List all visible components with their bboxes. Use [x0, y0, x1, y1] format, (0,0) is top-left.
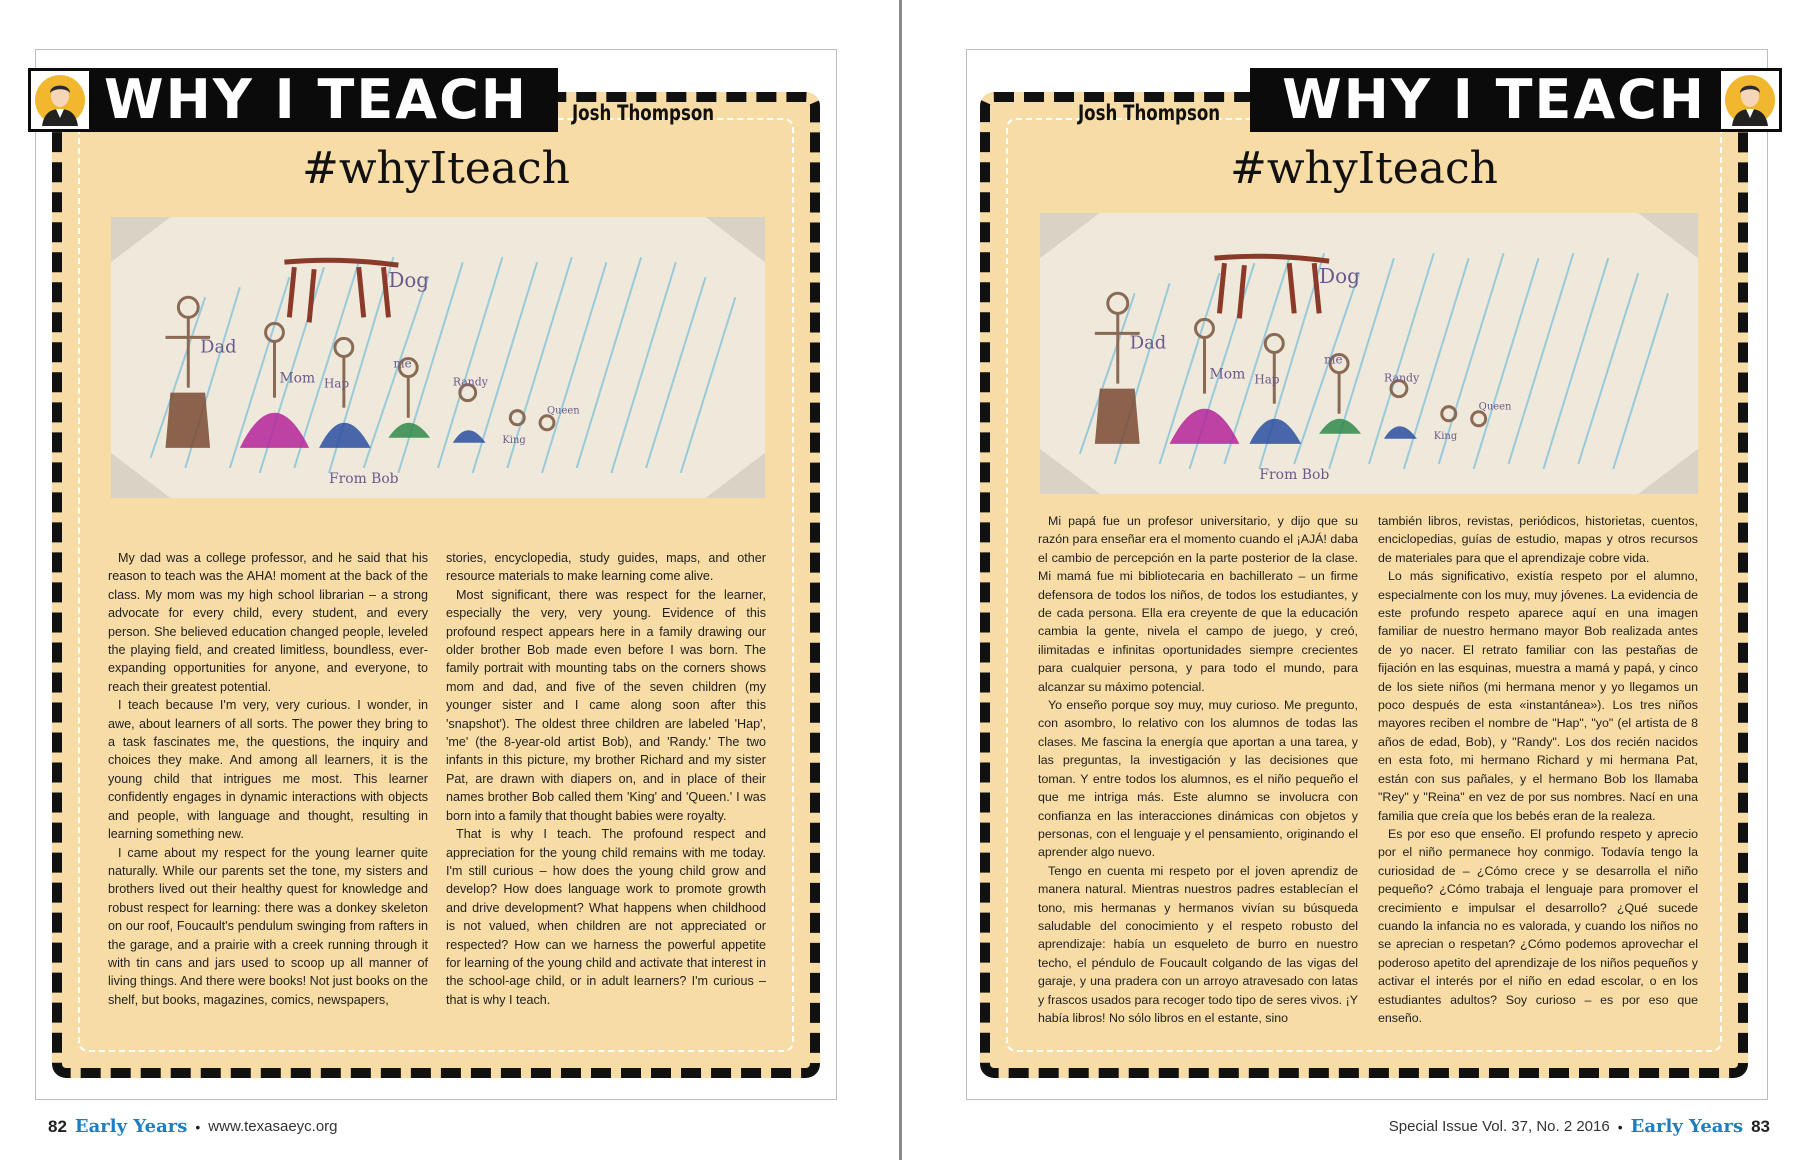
hashtag-title: #whyIteach — [301, 143, 571, 194]
drawing-label-hap: Hap — [1254, 372, 1280, 387]
hashtag-title: #whyIteach — [1229, 143, 1499, 194]
paragraph: I came about my respect for the young learner quite naturally. While our parents set the tone, my sisters and brothers lived out their healthy quest for knowledge and robust respect for learning: there was a donkey skeleton on our roof, Foucault's pendulum swinging from rafters in the garage, and a prairie with a creek running through it with tin cans and jars used to scoop up all manner of living things. And there were books! Not just books on the shelf, but books, magazines, comics, newspapers, — [108, 845, 428, 1007]
left-column-1 — [108, 549, 428, 1009]
author-avatar — [31, 71, 89, 129]
drawing-label-me: me — [393, 356, 412, 371]
bullet-separator: • — [195, 1118, 201, 1135]
drawing-label-randy: Randy — [452, 375, 488, 389]
family-drawing-image — [1040, 213, 1698, 494]
drawing-label-queen: Queen — [1478, 401, 1512, 413]
author-avatar — [1721, 71, 1779, 129]
paragraph: Tengo en cuenta mi respeto por el joven aprendiz de manera natural. Mientras nuestros padres establecían el tono, mis hermanas y hermanos vivían su búsqueda saludable del conocimiento y el respeto robusto del aprendizaje: había un esqueleto de burro en nuestro techo, el péndulo de Foucault colgando de las vigas del garaje, y una pradera con un arroyo atravesado con latas y frascos usados para recoger todo tipo de seres vivos. ¡Y había libros! No sólo libros en el estante, sino — [1038, 863, 1358, 1025]
paragraph: I teach because I'm very, very curious. I wonder, in awe, about learners of all sorts. The power they bring to a task fascinates me, the questions, the inquiry and choices they make. And among all learners, it is the young child that intrigues me most. This learner confidently engages in dynamic interactions with objects and people, with language and thought, resulting in learning something new. — [108, 698, 428, 842]
section-title: WHY I TEACH — [1282, 68, 1706, 131]
drawing-label-king: King — [502, 434, 526, 446]
section-title: WHY I TEACH — [104, 68, 528, 131]
paragraph: Lo más significativo, existía respeto por el alumno, especialmente con los muy, muy jóvenes. La evidencia de este profundo respeto aparece aquí en una imagen familiar de nuestro hermano mayor Bob realizada antes de yo nacer. El retrato familiar con las pestañas de fijación en las esquinas, muestra a mamá y papá, y cinco de los siete niños (mi hermana menor y yo llegamos un poco después de esta «instantánea»). Los tres niños mayores reciben el nombre de "Hap", "yo" (el artista de 8 años de edad, Bob), y "Randy". Los dos recién nacidos en esta foto, mi hermano Richard y mi hermana Pat, están con sus pañales, y el hermano Bob los llamaba "Rey" y "Reina" en vez de por sus nombres. Nací en una familia que creía que los bebés eran de la realeza. — [1378, 569, 1698, 823]
drawing-label-dad: Dad — [1129, 332, 1167, 354]
website-link[interactable]: www.texasaeyc.org — [208, 1118, 338, 1135]
page-number-left: 82 — [48, 1116, 67, 1136]
paragraph: Mi papá fue un profesor universitario, y dijo que su razón para enseñar era el momento cuando el ¡AJÁ! daba el cambio de percepción en la parte posterior de la clase. Mi mamá fue mi bibliotecaria en bachillerato – un firme defensora de todos los niños, de todos los estudiantes, y de cada persona. Ella era creyente de que la educación cambia la gente, nivela el campo de juego, y creó, ilimitadas e infinitas oportunidades siempre crecientes para cualquier persona, y para todo el mundo, para alcanzar su máximo potencial. — [1038, 514, 1358, 694]
author-avatar-icon — [34, 74, 86, 126]
paragraph: That is why I teach. The profound respect and appreciation for the young child remains with me today. I'm still curious – how does the young child grow and develop? How does language work to promote growth and drive development? What happens when childhood is not valued, when children are not appreciated or respected? How can we harness the powerful appetite for learning of the young child and activate that interest in the school-age child, or in adult learners? I'm curious – that is why I teach. — [446, 827, 766, 1007]
bullet-separator: • — [1617, 1118, 1623, 1135]
drawing-label-dog: Dog — [388, 268, 429, 293]
paragraph: Yo enseño porque soy muy, muy curioso. Me pregunto, con asombro, lo relativo con los alumnos de todas las clases. Me fascina la energía que aportan a una tarea, y las preguntas, la investigación y las decisiones que toman. Y entre todos los alumnos, es el niño pequeño el que me intriga más. Este alumno se involucra con confianza en las interacciones dinámicas con objetos y personas, con el lenguaje y el pensamiento, originando el aprender algo nuevo. — [1038, 698, 1358, 860]
drawing-label-me: me — [1324, 352, 1343, 367]
issue-info: Special Issue Vol. 37, No. 2 2016 — [1388, 1118, 1610, 1135]
left-footer — [48, 1116, 338, 1137]
magazine-name: Early Years — [1630, 1116, 1744, 1137]
drawing-label-mom: Mom — [1209, 366, 1246, 383]
author-name: Josh Thompson — [572, 101, 715, 125]
left-title-bar — [28, 68, 558, 132]
right-column-1 — [1038, 512, 1358, 1028]
author-avatar-icon — [1724, 74, 1776, 126]
paragraph: también libros, revistas, periódicos, historietas, cuentos, enciclopedias, guías de estudio, mapas y otros recursos de materiales para que el aprendizaje cobre vida. — [1378, 514, 1698, 565]
drawing-label-from-bob: From Bob — [1259, 466, 1330, 483]
page-spine — [899, 0, 902, 1160]
drawing-label-hap: Hap — [324, 376, 350, 391]
paragraph: Most significant, there was respect for the learner, especially the very, very young. Evidence of this profound respect appears here in a family drawing our older brother Bob made even before I was born. The family portrait with mounting tabs on the corners shows mom and dad, and five of the seven children (my younger sister and I came along soon after this 'snapshot'). The oldest three children are labeled 'Hap', 'me' (the 8-year-old artist Bob), and 'Randy.' The two infants in this picture, my brother Richard and my sister Pat, are drawn with diapers on, and in place of their names brother Bob called them 'King' and 'Queen.' I was born into a family that thought babies were royalty. — [446, 587, 766, 823]
drawing-label-king: King — [1433, 430, 1458, 442]
page-number-right: 83 — [1751, 1116, 1770, 1136]
drawing-label-mom: Mom — [279, 370, 316, 387]
author-name: Josh Thompson — [1078, 101, 1221, 125]
left-column-2 — [446, 549, 766, 1009]
paragraph: Es por eso que enseño. El profundo respeto y aprecio por el niño permanece hoy conmigo. Todavía tengo la curiosidad de – ¿Cómo crece y se desarrolla el niño pequeño? ¿Cómo trabaja el lenguaje para promover el crecimiento e impulsar el desarrollo? ¿Qué sucede cuando la infancia no es valorada, y cuando los niños no se aprecian o respetan? ¿Cómo podemos aprovechar el poderoso apetito del aprendizaje de los niños pequeños y activar el interés por el niño en edad escolar, o en los estudiantes adultos? Soy curioso – es por eso que enseño. — [1378, 826, 1698, 1025]
paragraph: stories, encyclopedia, study guides, maps, and other resource materials to make learning come alive. — [446, 551, 766, 584]
drawing-label-dad: Dad — [200, 336, 237, 358]
paragraph: My dad was a college professor, and he said that his reason to teach was the AHA! moment at the back of the class. My mom was my high school librarian – a strong advocate for every child, every student, and every person. She believed education changed people, leveled the playing field, and created limitless, boundless, ever-expanding opportunities for anyone, and everyone, to reach their greatest potential. — [108, 551, 428, 694]
right-article-body — [1038, 512, 1698, 1028]
drawing-label-randy: Randy — [1383, 371, 1420, 385]
right-column-2 — [1378, 512, 1698, 1028]
left-article-body — [108, 549, 766, 1009]
drawing-label-from-bob: From Bob — [329, 470, 399, 487]
magazine-name: Early Years — [74, 1116, 188, 1137]
right-footer — [1389, 1116, 1770, 1137]
family-drawing-image — [111, 217, 765, 498]
drawing-label-dog: Dog — [1319, 264, 1360, 289]
drawing-label-queen: Queen — [547, 405, 580, 417]
right-title-bar — [1250, 68, 1782, 132]
